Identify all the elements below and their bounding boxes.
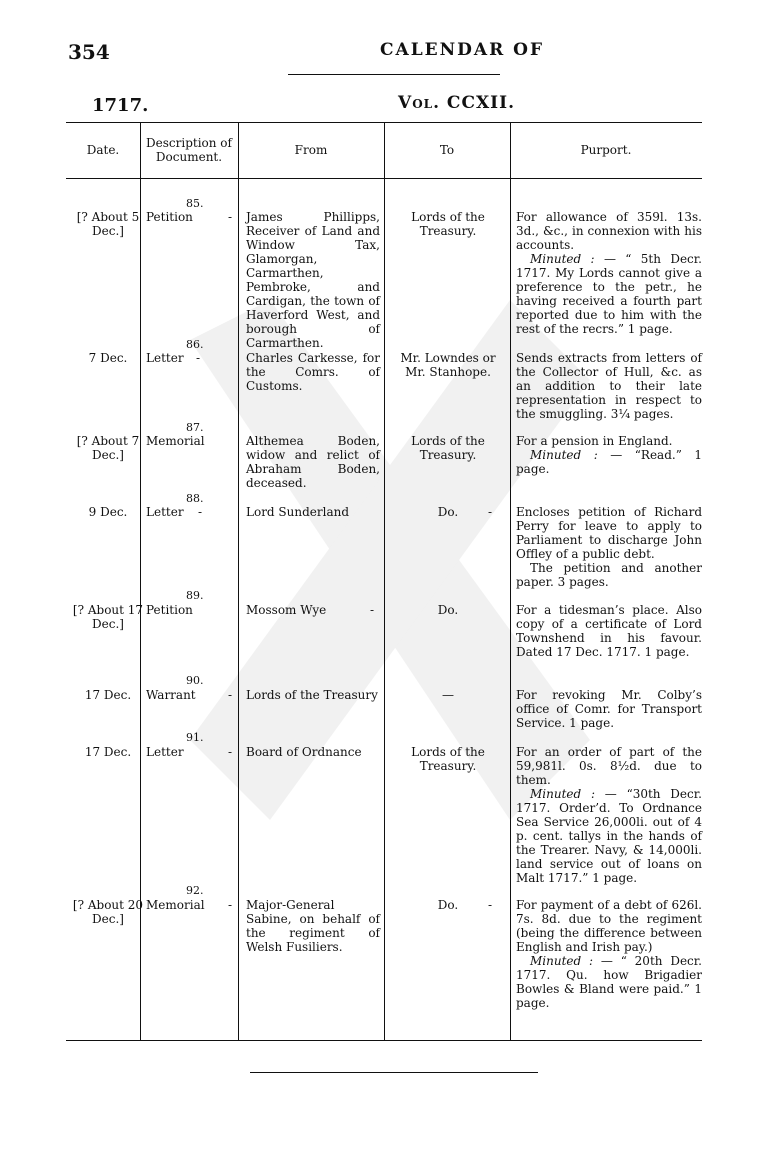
entry-purport: Encloses petition of Richard Perry for leave to apply to Parliament to discharge John Offley of a public debt. The petition and another paper. 3 pages. — [516, 505, 702, 589]
entry-number: 89. — [186, 589, 204, 602]
entry-description: Letter — [146, 505, 184, 519]
header-to: To — [439, 143, 455, 157]
entry-purport: For payment of a debt of 626l. 7s. 8d. due to the regiment (being the difference between English and Irish pay.) Minuted : — “ 20th Decr. 1717. Qu. how Brigadier Bowles & Bland were paid.” 1 page. — [516, 898, 702, 1010]
minute-label: Minuted : — [530, 954, 594, 968]
entry-number: 88. — [186, 492, 204, 505]
entry-description: Warrant — [146, 688, 196, 702]
entry-from: Lords of the Treasury — [246, 688, 378, 702]
entry-date: [? About 20 Dec.] — [72, 898, 144, 926]
entry-number: 92. — [186, 884, 204, 897]
entry-date: 17 Dec. — [84, 745, 132, 759]
header-purport: Purport. — [580, 143, 632, 157]
entry-number: 86. — [186, 338, 204, 351]
entry-number: 85. — [186, 197, 204, 210]
header-description: Description of Document. — [146, 136, 232, 164]
column-divider — [510, 122, 511, 1040]
entry-extra: The petition and another paper. 3 pages. — [516, 561, 702, 589]
entry-purport: For an order of part of the 59,981l. 0s. 8½d. due to them. Minuted : — “30th Decr. 1717. Order’d. To Ordnance Sea Service 26,000li. out of 4 p. cent. tallys in the hands of the Trearer. Navy, & 14,000li. land service out of loans on Malt 1717.” 1 page. — [516, 745, 702, 885]
entry-from: James Phillipps, Receiver of Land and Window Tax, Glamorgan, Carmarthen, Pembroke, and Cardigan, the town of Haverford West, and borough of Carmarthen. — [246, 210, 380, 350]
year-heading: 1717. — [92, 95, 149, 116]
running-title: CALENDAR OF — [380, 40, 545, 60]
volume-heading: Vol. CCXII. — [398, 93, 515, 113]
entry-purport: For a pension in England. Minuted : — “Read.” 1 page. — [516, 434, 702, 476]
entry-number: 91. — [186, 731, 204, 744]
entry-from: Althemea Boden, widow and relict of Abraham Boden, deceased. — [246, 434, 380, 490]
minute-label: Minuted : — [530, 252, 595, 266]
entry-from: Lord Sunderland — [246, 505, 350, 519]
entry-to: Do. — [437, 898, 459, 912]
column-divider — [238, 122, 239, 1040]
minute-text: — “Read.” 1 page. — [516, 448, 702, 476]
entry-to: Lords of the Treasury. — [411, 210, 485, 238]
entry-description: Memorial — [146, 434, 205, 448]
header-from: From — [294, 143, 328, 157]
entry-from: Mossom Wye — [246, 603, 327, 617]
entry-to: — — [442, 688, 454, 702]
entry-purport: For revoking Mr. Colby’s office of Comr. for Transport Service. 1 page. — [516, 688, 702, 730]
entry-description: Petition — [146, 210, 193, 224]
entry-description: Memorial — [146, 898, 205, 912]
entry-date: [? About 17 Dec.] — [72, 603, 144, 631]
entry-purport: Sends extracts from letters of the Collector of Hull, &c. as an addition to their late representation in respect to the smuggling. 3¼ pages. — [516, 351, 702, 421]
entry-date: [? About 7 Dec.] — [76, 434, 140, 462]
entry-number: 87. — [186, 421, 204, 434]
table-bottom-rule — [66, 1040, 702, 1041]
entry-description: Petition — [146, 603, 193, 617]
minute-text: — “30th Decr. 1717. Order’d. To Ordnance Sea Service 26,000li. out of 4 p. cent. tallys in the hands of the Trearer. Navy, & 14,000li. land service out of loans on Malt 1717.” 1 page. — [516, 787, 702, 885]
entry-to: Mr. Lowndes or Mr. Stanhope. — [400, 351, 496, 379]
minute-label: Minuted : — [530, 787, 596, 801]
entry-date: 17 Dec. — [84, 688, 132, 702]
footer-rule — [250, 1072, 538, 1073]
entry-number: 90. — [186, 674, 204, 687]
entry-purport: For a tidesman’s place. Also copy of a certificate of Lord Townshend in his favour. Dated 17 Dec. 1717. 1 page. — [516, 603, 702, 659]
entry-description: Letter — [146, 351, 184, 365]
title-rule — [288, 74, 500, 75]
minute-text: — “ 5th Decr. 1717. My Lords cannot give a preference to the petr., he having received a fourth part reported due to him with the rest of the recrs.” 1 page. — [516, 252, 702, 336]
page-number: 354 — [68, 40, 110, 64]
entry-from: Charles Carkesse, for the Comrs. of Customs. — [246, 351, 380, 393]
entry-to: Do. — [437, 505, 459, 519]
entry-to: Lords of the Treasury. — [411, 745, 485, 773]
header-date: Date. — [86, 143, 120, 157]
minute-label: Minuted : — [530, 448, 598, 462]
entry-date: 7 Dec. — [88, 351, 128, 365]
entry-description: Letter — [146, 745, 184, 759]
entry-date: [? About 5 Dec.] — [76, 210, 140, 238]
entry-purport: For allowance of 359l. 13s. 3d., &c., in connexion with his accounts. Minuted : — “ 5th Decr. 1717. My Lords cannot give a preference to the petr., he having received a fourth part reported due to him with the rest of the recrs.” 1 page. — [516, 210, 702, 336]
entry-from: Board of Ordnance — [246, 745, 362, 759]
minute-text: — “ 20th Decr. 1717. Qu. how Brigadier Bowles & Bland were paid.” 1 page. — [516, 954, 702, 1010]
entry-from: Major-General Sabine, on behalf of the regiment of Welsh Fusiliers. — [246, 898, 380, 954]
entry-date: 9 Dec. — [88, 505, 128, 519]
entry-to: Lords of the Treasury. — [411, 434, 485, 462]
column-divider — [384, 122, 385, 1040]
entry-to: Do. — [437, 603, 459, 617]
